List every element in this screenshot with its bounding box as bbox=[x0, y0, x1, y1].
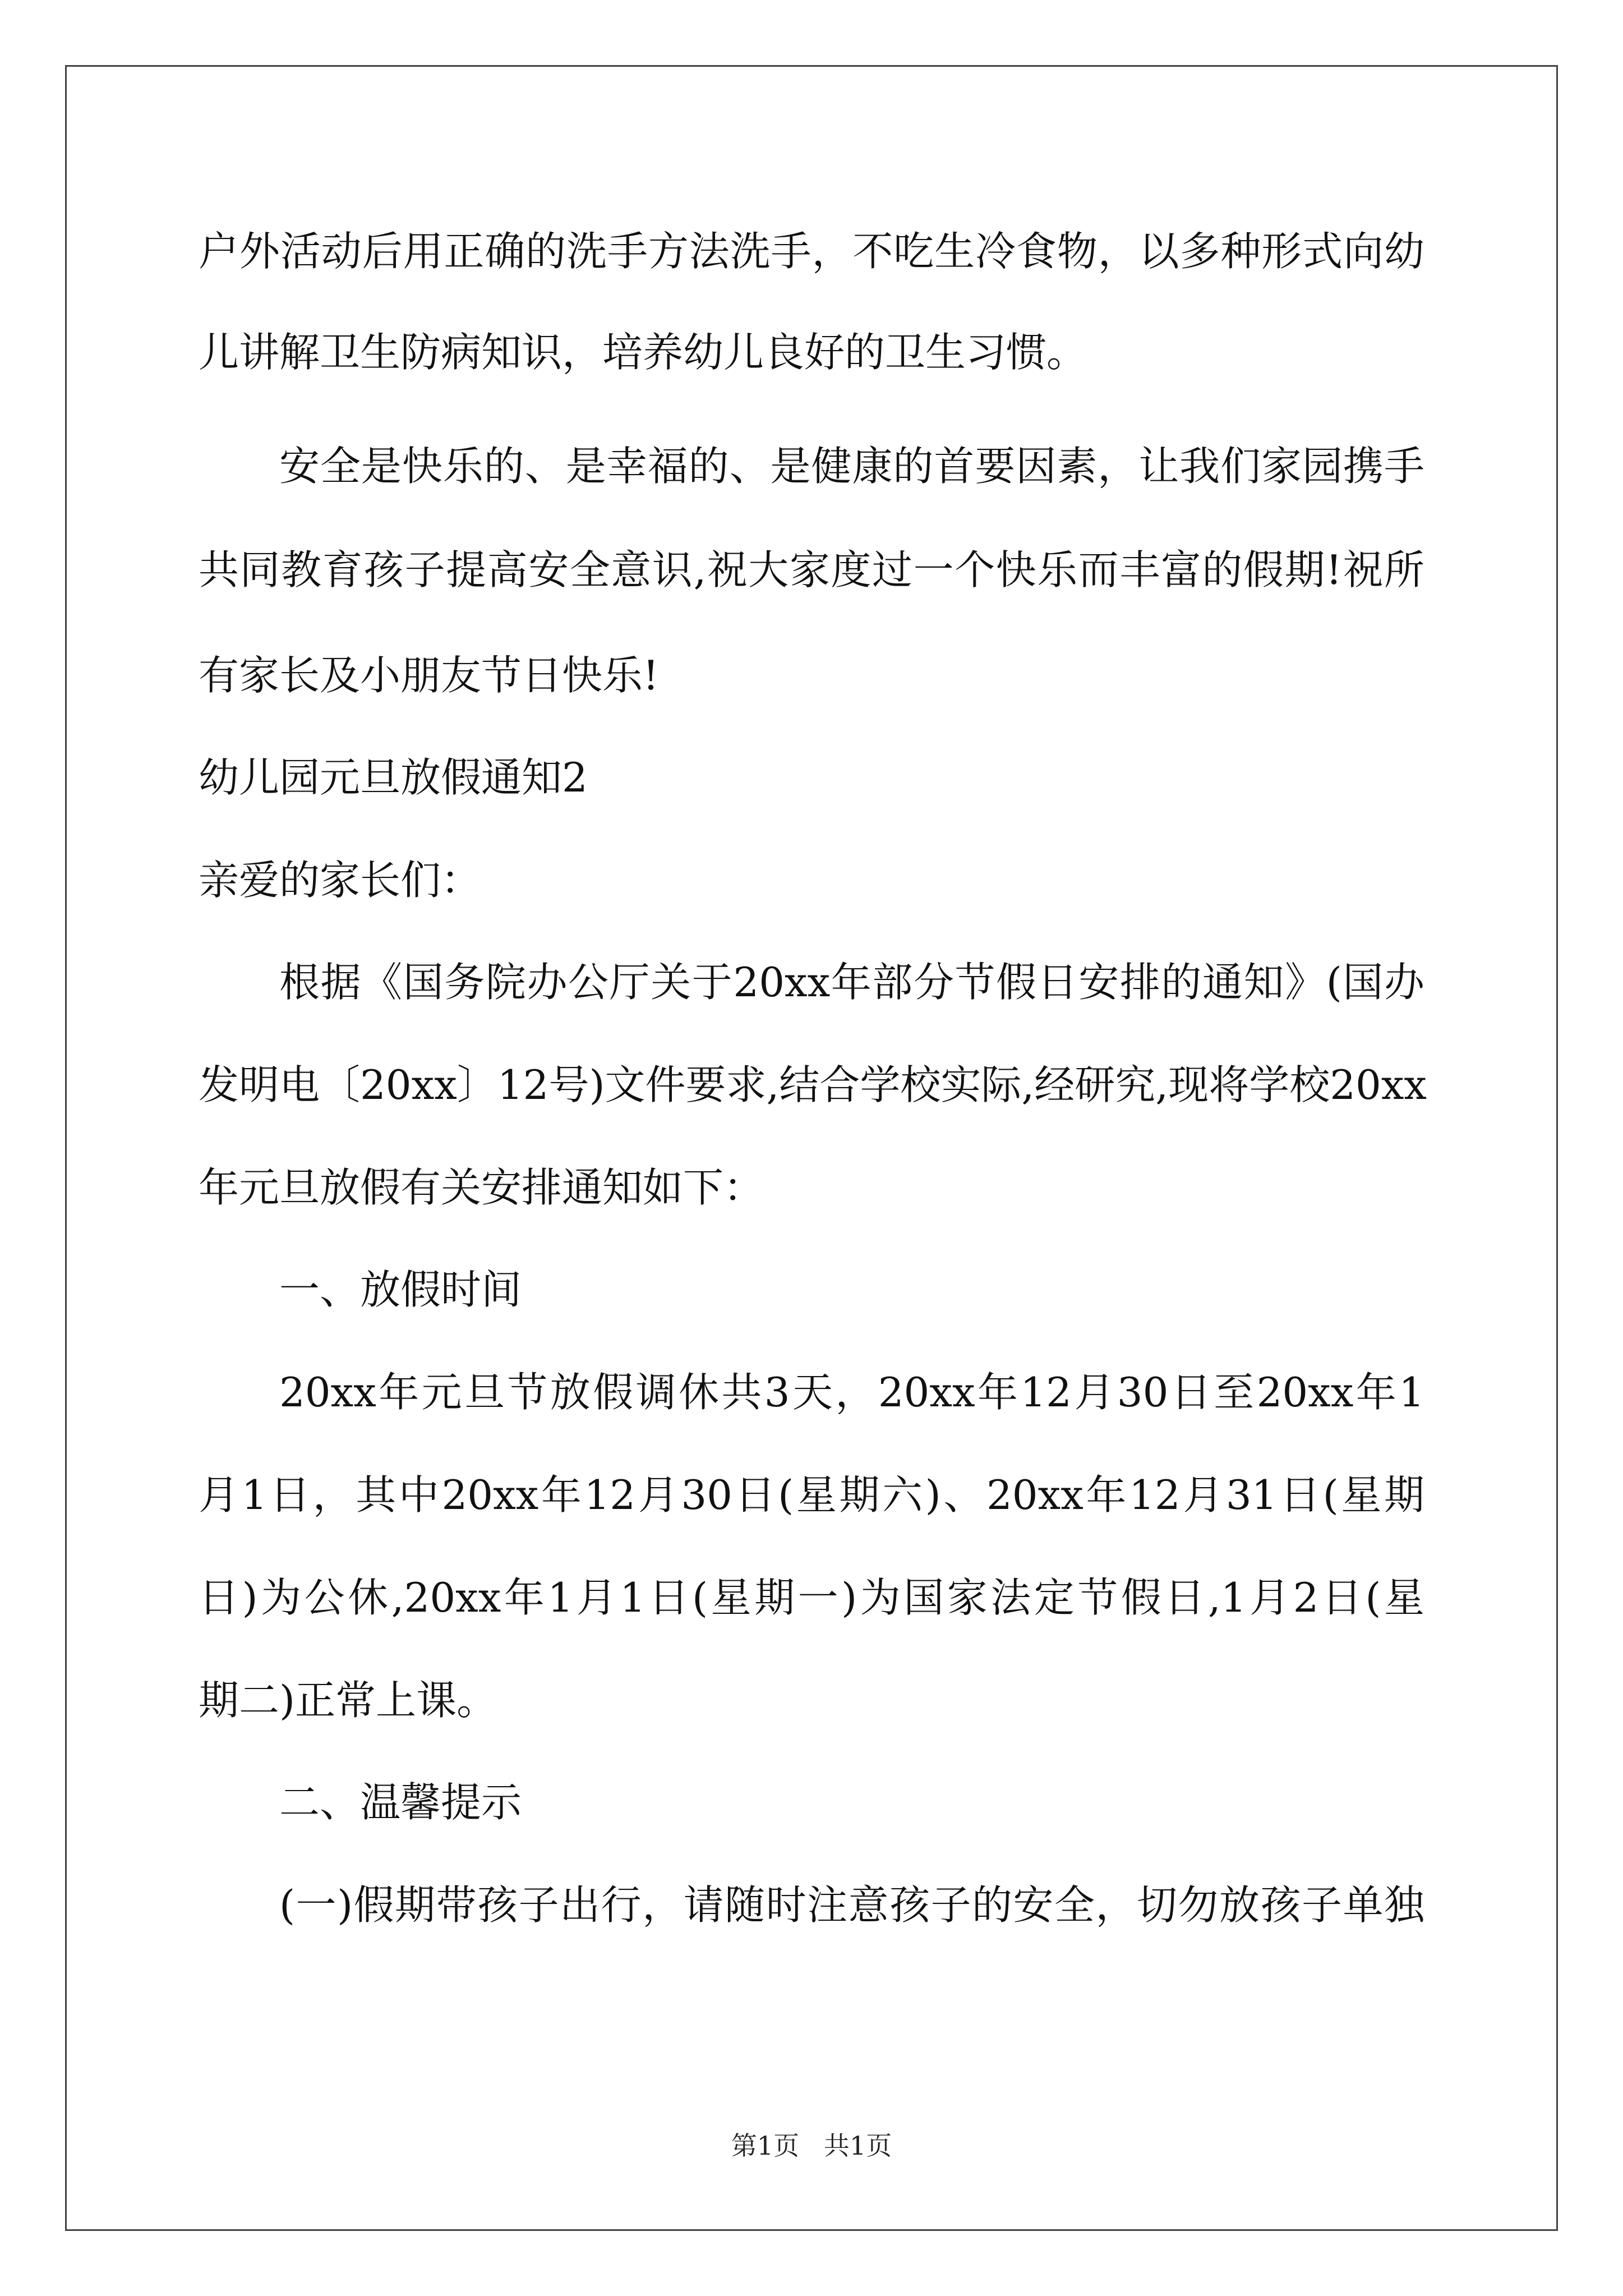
page-number-footer: 第1页 共1页 bbox=[731, 2131, 892, 2161]
subheading: 一、放假时间 bbox=[279, 1266, 522, 1313]
paragraph-line: 户外活动后用正确的洗手方法洗手，不吃生冷食物，以多种形式向幼 bbox=[199, 228, 1424, 275]
section-heading: 幼儿园元旦放假通知2 bbox=[199, 754, 588, 801]
paragraph-line: 有家长及小朋友节日快乐! bbox=[199, 652, 659, 699]
subheading: 二、温馨提示 bbox=[279, 1779, 522, 1826]
paragraph-line: 儿讲解卫生防病知识，培养幼儿良好的卫生习惯。 bbox=[199, 329, 1087, 376]
paragraph-line: 发明电〔20xx〕12号)文件要求,结合学校实际,经研究,现将学校20xx bbox=[199, 1061, 1427, 1108]
paragraph-line: 月1日，其中20xx年12月30日(星期六)、20xx年12月31日(星期 bbox=[199, 1471, 1424, 1519]
paragraph-line: 共同教育孩子提高安全意识,祝大家度过一个快乐而丰富的假期!祝所 bbox=[199, 546, 1424, 593]
salutation: 亲爱的家长们： bbox=[199, 857, 482, 904]
paragraph-line: 日)为公休,20xx年1月1日(星期一)为国家法定节假日,1月2日(星 bbox=[199, 1574, 1424, 1621]
paragraph-line: 20xx年元旦节放假调休共3天，20xx年12月30日至20xx年1 bbox=[279, 1369, 1424, 1416]
paragraph-line: (一)假期带孩子出行，请随时注意孩子的安全，切勿放孩子单独 bbox=[279, 1881, 1424, 1929]
paragraph-line: 根据《国务院办公厅关于20xx年部分节假日安排的通知》(国办 bbox=[279, 959, 1424, 1006]
paragraph-line: 安全是快乐的、是幸福的、是健康的首要因素，让我们家园携手 bbox=[279, 443, 1424, 490]
paragraph-line: 期二)正常上课。 bbox=[199, 1677, 497, 1724]
paragraph-line: 年元旦放假有关安排通知如下： bbox=[199, 1164, 764, 1211]
